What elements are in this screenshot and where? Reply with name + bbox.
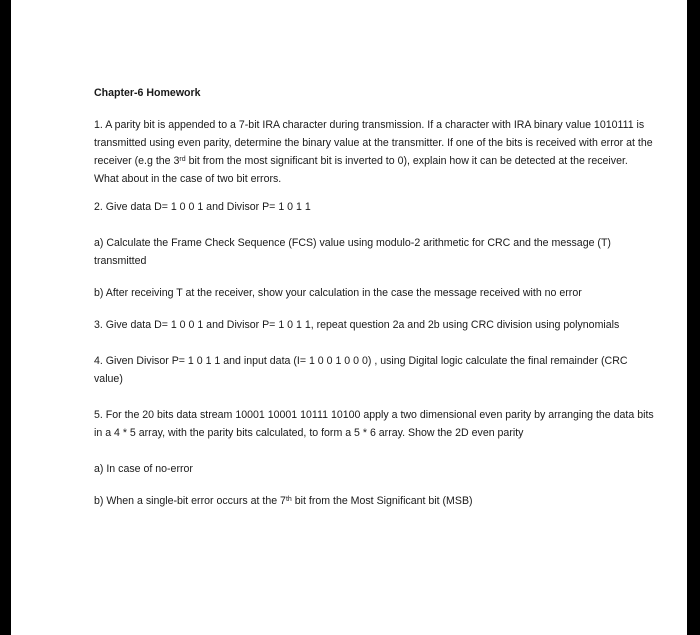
question-5b-text-b: bit from the Most Significant bit (MSB) <box>291 495 473 507</box>
homework-document <box>94 84 654 522</box>
page-title: Chapter-6 Homework <box>94 87 201 99</box>
left-border <box>0 0 11 635</box>
question-5b <box>94 492 654 510</box>
question-1-text-b: bit from the most significant bit is inverted to 0), explain how it can be detected at the receiver. What about in the case of two bit errors. <box>94 155 628 185</box>
question-2b: b) After receiving T at the receiver, show your calculation in the case the message received with no error <box>94 287 582 299</box>
question-2a: a) Calculate the Frame Check Sequence (FCS) value using modulo-2 arithmetic for CRC and the message (T) transmitted <box>94 237 611 267</box>
question-5: 5. For the 20 bits data stream 10001 10001 10111 10100 apply a two dimensional even parity by arranging the data bits in a 4 * 5 array, with the parity bits calculated, to form a 5 * 6 array. Show the 2D even parity <box>94 409 654 439</box>
question-5b-text-a: b) When a single-bit error occurs at the 7 <box>94 495 286 507</box>
question-2: 2. Give data D= 1 0 0 1 and Divisor P= 1 0 1 1 <box>94 201 311 213</box>
question-4: 4. Given Divisor P= 1 0 1 1 and input data (I= 1 0 0 1 0 0 0) , using Digital logic calculate the final remainder (CRC value) <box>94 355 628 385</box>
question-1-superscript: rd <box>179 156 186 163</box>
question-3: 3. Give data D= 1 0 0 1 and Divisor P= 1 0 1 1, repeat question 2a and 2b using CRC division using polynomials <box>94 319 620 331</box>
question-5b-superscript: th <box>285 496 292 503</box>
question-5a: a) In case of no-error <box>94 463 193 475</box>
question-1-text-a: 1. A parity bit is appended to a 7-bit IRA character during transmission. If a character with IRA binary value 1010111 is transmitted using even parity, determine the binary value at the transmitter. If one of the bits is received with error at the receiver (e.g the 3 <box>94 119 653 167</box>
right-border <box>687 0 700 635</box>
question-1 <box>94 116 654 188</box>
